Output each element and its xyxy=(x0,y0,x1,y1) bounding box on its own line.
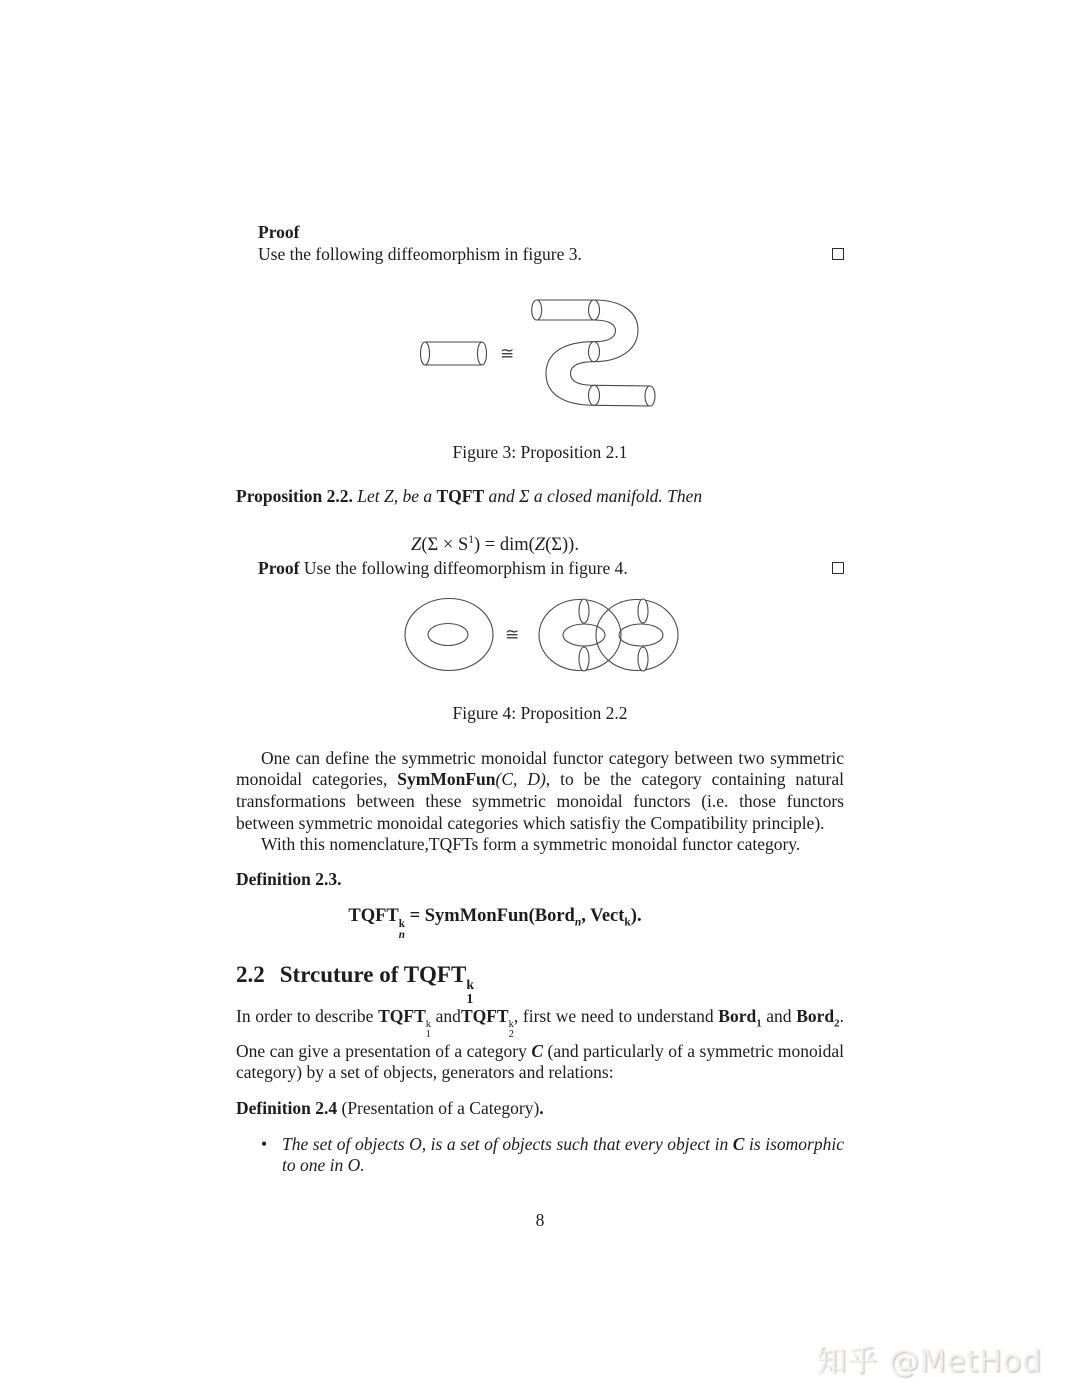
cylinder-shape xyxy=(421,342,487,365)
paragraph-symmonfun: One can define the symmetric monoidal functor category between two symmetric monoidal categories, SymMonFun(C, D), to be the category containing natural transformations between these symmetric monoidal functors (i.e. those functors between symmetric monoidal categories which satisfiy the Compatibility principle). xyxy=(236,747,844,833)
proposition-2-2: Proposition 2.2. Let Z, be a TQFT and Σ a closed manifold. Then xyxy=(236,485,703,506)
bullet-icon: • xyxy=(261,1133,268,1154)
proof-1-row xyxy=(236,244,844,266)
watermark: 知乎 @MetHod xyxy=(816,1344,1042,1379)
supsub: k 2 xyxy=(508,1018,514,1041)
torus-shape xyxy=(405,599,493,671)
bullet-text: The set of objects O, is a set of objects such that every object in C is isomorphic to one in O. xyxy=(282,1133,844,1176)
qed-box-icon xyxy=(832,562,844,574)
supsub: k n xyxy=(398,917,405,941)
section-number: 2.2 xyxy=(236,962,265,988)
bullet-item-objects xyxy=(236,1134,844,1177)
page-number: 8 xyxy=(535,1209,545,1230)
paper-content-column xyxy=(236,0,844,1231)
figure-4-caption: Figure 4: Proposition 2.2 xyxy=(452,703,628,724)
section-2-2-heading: 2.2 Strcuture of TQFT k 1 xyxy=(236,962,475,1006)
proof-1-label: Proof xyxy=(258,222,300,242)
proof-2-row xyxy=(236,558,844,580)
equation-2: TQFT k n = SymMonFun(Bord$_n$, Vect$_k$). xyxy=(348,906,642,941)
equation-1: $Z(\Sigma \times S^1) = dim(Z(\Sigma))$. xyxy=(411,534,579,556)
figure-4-diagram xyxy=(400,593,680,677)
supsub: k 1 xyxy=(425,1018,431,1041)
qed-box-icon xyxy=(832,248,844,260)
genus-2-surface-shape xyxy=(539,599,678,671)
proof-2-text: Proof Use the following diffeomorphism in figure 4. xyxy=(258,557,628,578)
supsub: k 1 xyxy=(466,976,475,1006)
paragraph-nomenclature: With this nomenclature,TQFTs form a symmetric monoidal functor category. xyxy=(261,834,801,855)
paragraph-presentation: In order to describe TQFT k 1 andTQFT k 2 , first we need to understand Bord$_1$ and Bord$_2$. One can give a presentation of a category C (and particularly of a symmetric monoidal category) by a set of objects, generators and relations: xyxy=(236,1005,844,1083)
congruence-symbol: ≅ xyxy=(505,625,520,646)
congruence-symbol: ≅ xyxy=(500,344,515,365)
snake-tube-shape xyxy=(532,300,655,406)
figure-3-diagram xyxy=(410,290,670,412)
proposition-2-2-label: Proposition 2.2. xyxy=(236,485,353,506)
proof-1-text: Use the following diffeomorphism in figure 3. xyxy=(258,243,582,264)
definition-2-3-label: Definition 2.3. xyxy=(236,868,342,889)
section-title: Strcuture of xyxy=(279,962,404,988)
definition-2-4: Definition 2.4 (Presentation of a Category). xyxy=(236,1097,544,1118)
figure-3-caption: Figure 3: Proposition 2.1 xyxy=(452,442,628,463)
